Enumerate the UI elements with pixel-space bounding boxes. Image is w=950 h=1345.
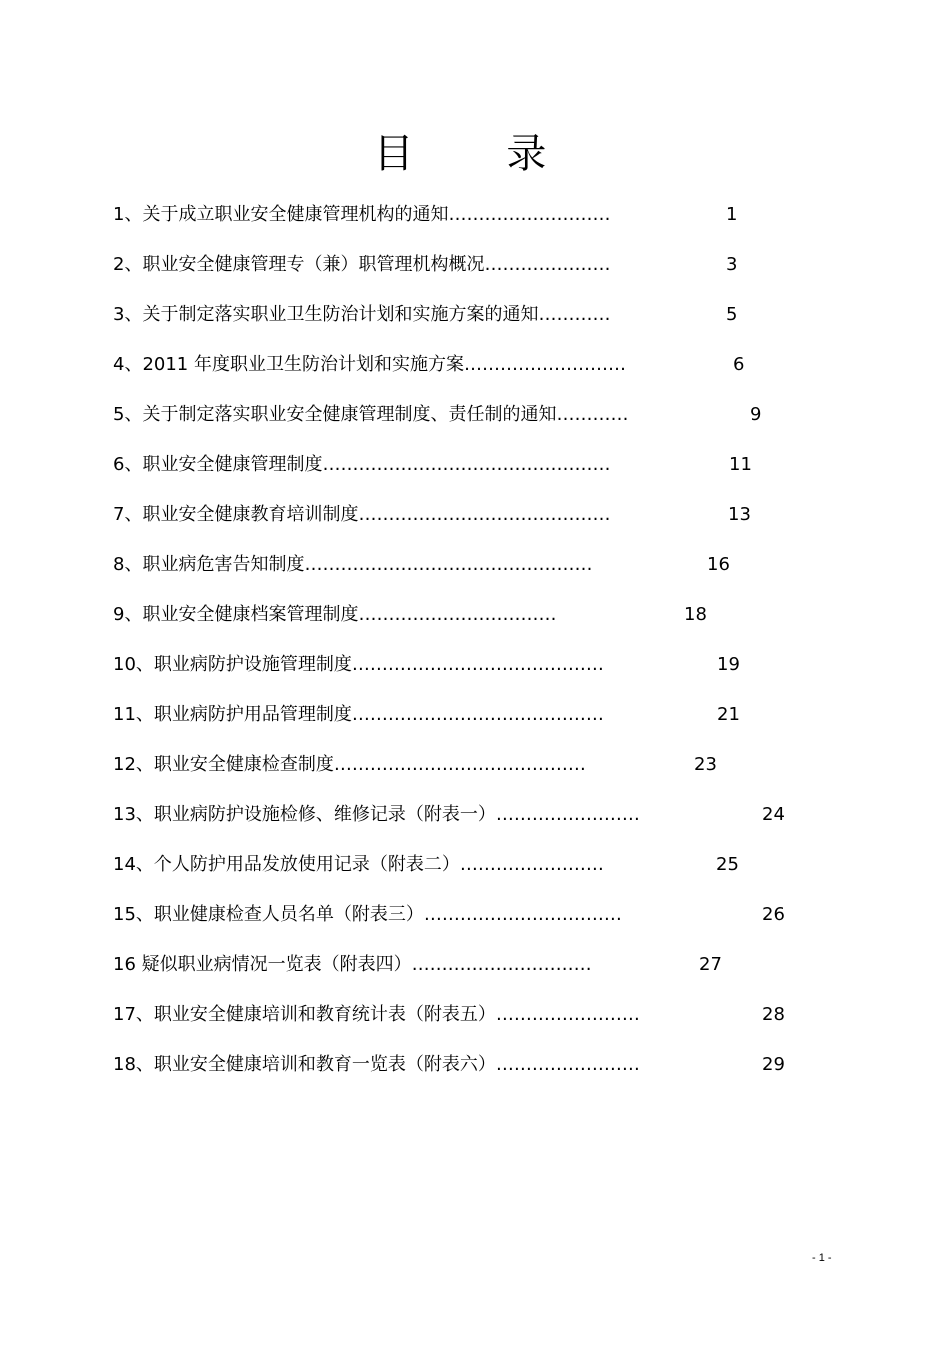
toc-entry[interactable] [113,199,813,249]
table-of-contents [113,199,813,1099]
toc-entry[interactable] [113,899,813,949]
toc-entry[interactable] [113,749,813,799]
toc-entry[interactable] [113,449,813,499]
toc-entry-page: 29 [762,1054,785,1075]
toc-entry[interactable] [113,999,813,1049]
toc-entry[interactable] [113,299,813,349]
toc-entry-page: 28 [762,1004,785,1025]
toc-entry-page: 9 [750,404,762,425]
toc-entry-page: 25 [716,854,739,875]
toc-entry-text: 1、关于成立职业安全健康管理机构的通知……………………… [113,204,611,225]
toc-entry-text: 7、职业安全健康教育培训制度…………………………………… [113,504,611,525]
page-title: 目 录 [373,131,587,177]
toc-entry[interactable] [113,349,813,399]
toc-entry-page: 18 [684,604,707,625]
toc-entry[interactable] [113,399,813,449]
toc-entry-page: 19 [717,654,740,675]
toc-entry[interactable] [113,249,813,299]
page-number-footer: - 1 - [812,1252,832,1264]
toc-entry-text: 8、职业病危害告知制度………………………………………… [113,554,593,575]
toc-entry-text: 2、职业安全健康管理专（兼）职管理机构概况………………… [113,254,611,275]
toc-entry-page: 13 [728,504,751,525]
toc-entry[interactable] [113,949,813,999]
toc-entry[interactable] [113,699,813,749]
toc-entry-page: 3 [726,254,738,275]
toc-entry-page: 6 [733,354,745,375]
toc-entry-page: 1 [726,204,738,225]
toc-entry-text: 5、关于制定落实职业安全健康管理制度、责任制的通知………… [113,404,629,425]
toc-entry-text: 16 疑似职业病情况一览表（附表四）………………………… [113,954,592,975]
toc-entry[interactable] [113,849,813,899]
toc-entry[interactable] [113,499,813,549]
toc-entry-page: 23 [694,754,717,775]
toc-entry-text: 3、关于制定落实职业卫生防治计划和实施方案的通知………… [113,304,611,325]
toc-entry-page: 24 [762,804,785,825]
toc-entry-text: 12、职业安全健康检查制度…………………………………… [113,754,586,775]
toc-entry-text: 6、职业安全健康管理制度………………………………………… [113,454,611,475]
toc-entry-page: 11 [729,454,752,475]
toc-entry[interactable] [113,599,813,649]
toc-entry-page: 21 [717,704,740,725]
toc-entry-text: 4、2011 年度职业卫生防治计划和实施方案……………………… [113,354,626,375]
toc-entry-text: 13、职业病防护设施检修、维修记录（附表一）…………………… [113,804,640,825]
toc-entry[interactable] [113,549,813,599]
toc-entry-text: 14、个人防护用品发放使用记录（附表二）…………………… [113,854,604,875]
toc-entry[interactable] [113,649,813,699]
toc-entry-page: 27 [699,954,722,975]
toc-entry-text: 9、职业安全健康档案管理制度…………………………… [113,604,557,625]
toc-entry-text: 11、职业病防护用品管理制度…………………………………… [113,704,604,725]
toc-entry-text: 17、职业安全健康培训和教育统计表（附表五）…………………… [113,1004,640,1025]
toc-entry-text: 15、职业健康检查人员名单（附表三）…………………………… [113,904,622,925]
toc-entry-page: 16 [707,554,730,575]
toc-entry[interactable] [113,1049,813,1099]
toc-entry[interactable] [113,799,813,849]
toc-entry-text: 10、职业病防护设施管理制度…………………………………… [113,654,604,675]
toc-entry-page: 5 [726,304,738,325]
toc-entry-text: 18、职业安全健康培训和教育一览表（附表六）…………………… [113,1054,640,1075]
toc-entry-page: 26 [762,904,785,925]
